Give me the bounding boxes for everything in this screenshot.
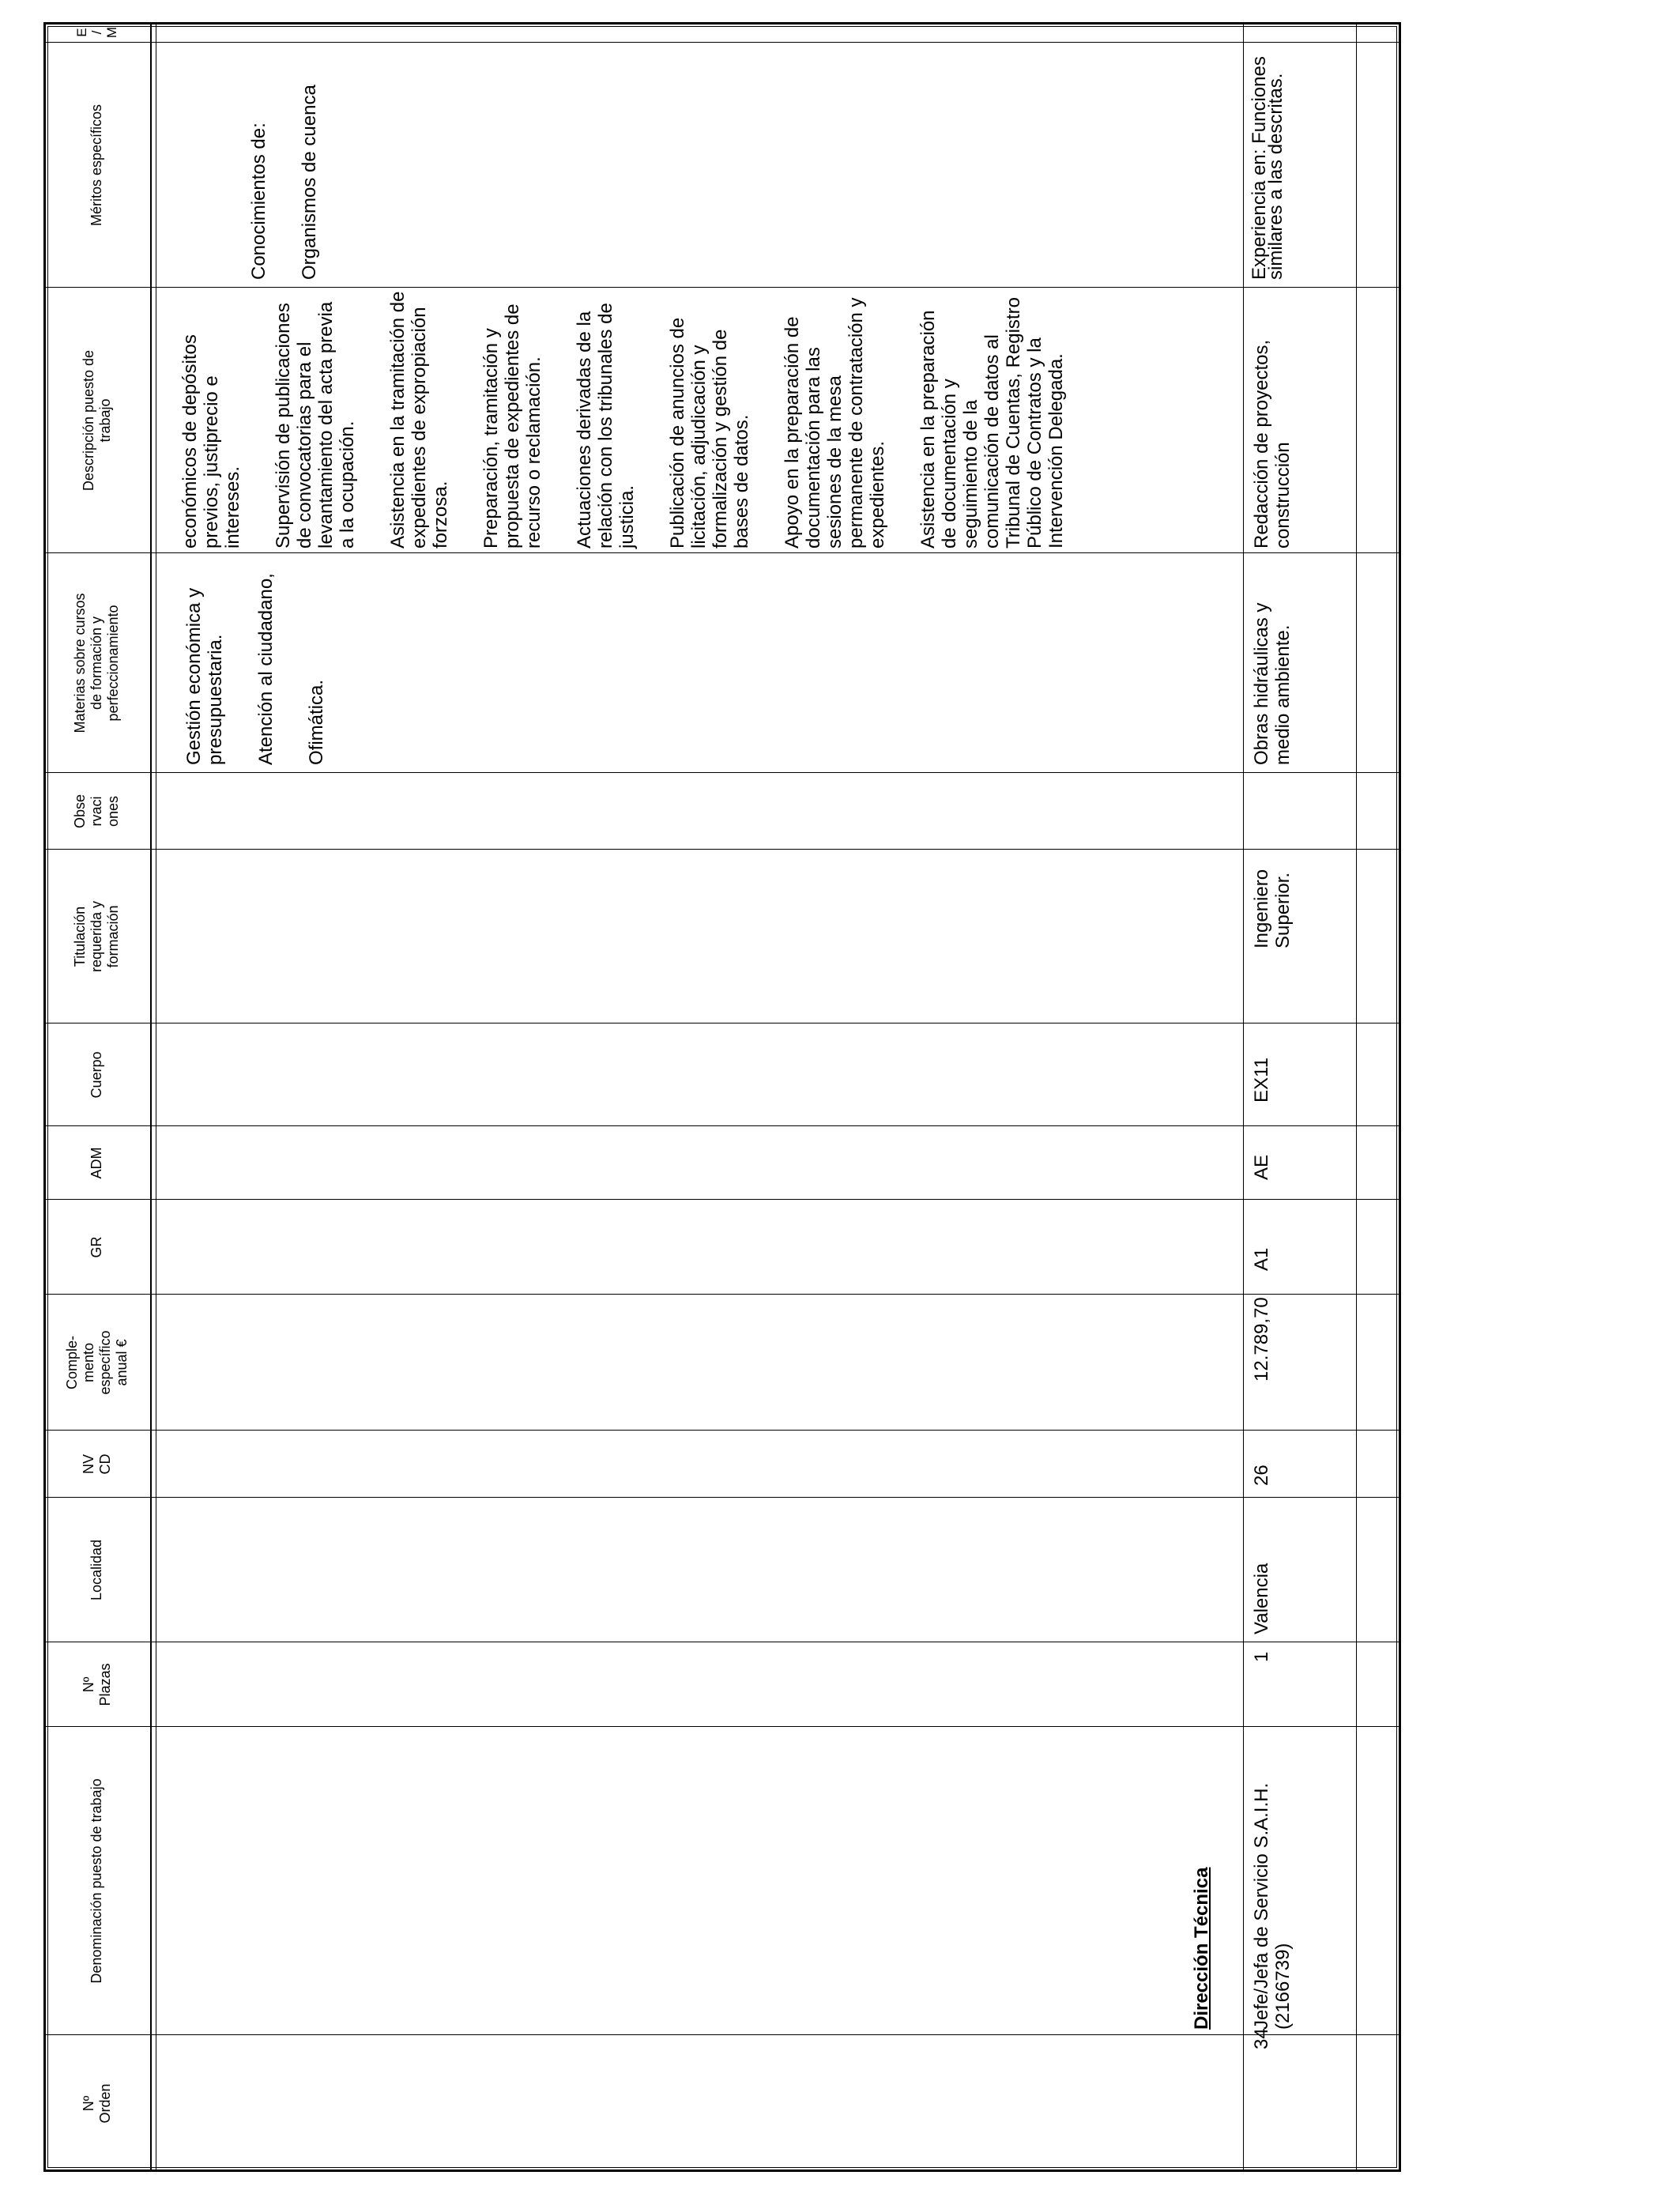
descripcion-item: Asistencia en la preparación de documentación y seguimiento de la comunicación de datos al Tribunal de Cuentas, Registro Público de Contratos y la Intervención Delegada.	[917, 297, 1067, 548]
row34-cuerpo: EX11	[1251, 1057, 1272, 1103]
continuation-meritos	[227, 51, 349, 280]
col-divider	[43, 1294, 1401, 1295]
header-descripcion: Descripción puesto de trabajo	[80, 349, 113, 492]
materias-item: Atención al ciudadano,	[255, 573, 277, 765]
continuation-materias	[162, 558, 356, 765]
descripcion-item: Asistencia en la tramitación de expedientes de expropiación forzosa.	[387, 291, 451, 548]
row34-adm: AE	[1251, 1154, 1272, 1180]
row-separator-bottom	[1356, 22, 1357, 2172]
rpt-table	[43, 22, 1401, 2172]
header-localidad: Localidad	[89, 1539, 104, 1601]
col-divider	[43, 1430, 1401, 1431]
col-divider	[43, 1726, 1401, 1727]
header-separator	[150, 22, 152, 2172]
header-titulacion: Titulación requerida y formación	[72, 900, 121, 973]
row34-complemento: 12.789,70	[1251, 1297, 1272, 1382]
row34-nvcd: 26	[1251, 1465, 1272, 1486]
col-divider	[43, 552, 1401, 553]
header-complemento: Comple- mento específico anual €	[63, 1330, 130, 1395]
descripcion-item: Supervisión de publicaciones de convocatorias para el levantamiento del acta previa a la ocupación.	[273, 301, 358, 548]
col-divider	[43, 849, 1401, 850]
col-divider	[43, 1199, 1401, 1200]
meritos-item: Organismos de cuenca	[299, 85, 320, 280]
header-em: E / M	[74, 26, 119, 39]
row34-orden: 34	[1251, 2028, 1272, 2049]
materias-item: Ofimática.	[306, 679, 327, 765]
header-orden: Nº Orden	[80, 2083, 113, 2124]
header-gr: GR	[89, 1236, 104, 1258]
col-divider	[43, 1125, 1401, 1126]
col-divider	[43, 287, 1401, 288]
header-cuerpo: Cuerpo	[89, 1051, 104, 1099]
row34-titulacion: Ingeniero Superior.	[1251, 869, 1294, 948]
materias-item: Gestión económica y presupuestaria.	[183, 587, 226, 765]
header-plazas: Nº Plazas	[80, 1663, 113, 1706]
descripcion-item: Actuaciones derivadas de la relación con los tribunales de justicia.	[574, 303, 638, 548]
row34-materias: Obras hidráulicas y medio ambiente.	[1251, 602, 1294, 765]
header-denominacion: Denominación puesto de trabajo	[89, 1778, 104, 1984]
col-divider	[43, 2034, 1401, 2035]
col-divider	[43, 42, 1401, 43]
header-materias: Materias sobre cursos de formación y perfeccionamiento	[72, 593, 121, 733]
section-title: Dirección Técnica	[1191, 1867, 1212, 2030]
row34-localidad: Valencia	[1251, 1563, 1272, 1634]
row34-meritos: Experiencia en: Funciones similares a las descritas.	[1249, 56, 1286, 280]
row34-gr: A1	[1251, 1247, 1272, 1271]
col-divider	[43, 772, 1401, 773]
col-divider	[43, 1497, 1401, 1498]
descripcion-item: Publicación de anuncios de licitación, adjudicación y formalización y gestión de bases de datos.	[667, 317, 752, 548]
header-adm: ADM	[89, 1147, 104, 1179]
descripcion-item: económicos de depósitos previos, justiprecio e intereses.	[179, 334, 243, 548]
meritos-item: Conocimientos de:	[248, 123, 269, 280]
row-separator	[1243, 22, 1244, 2172]
header-meritos: Méritos específicos	[89, 104, 104, 227]
row34-denominacion: Jefe/Jefa de Servicio S.A.I.H. (2166739)	[1251, 1782, 1294, 2030]
descripcion-item: Apoyo en la preparación de documentación para las sesiones de la mesa permanente de contratación y expedientes.	[782, 297, 888, 548]
continuation-descripcion	[158, 291, 1096, 548]
descripcion-item: Preparación, tramitación y propuesta de expedientes de recurso o reclamación.	[480, 303, 544, 548]
header-nvcd: NV CD	[80, 1453, 113, 1475]
row34-descripcion: Redacción de proyectos, construcción	[1251, 339, 1294, 548]
header-observaciones: Obse rvaci ones	[72, 794, 121, 829]
row34-plazas: 1	[1251, 1651, 1272, 1662]
